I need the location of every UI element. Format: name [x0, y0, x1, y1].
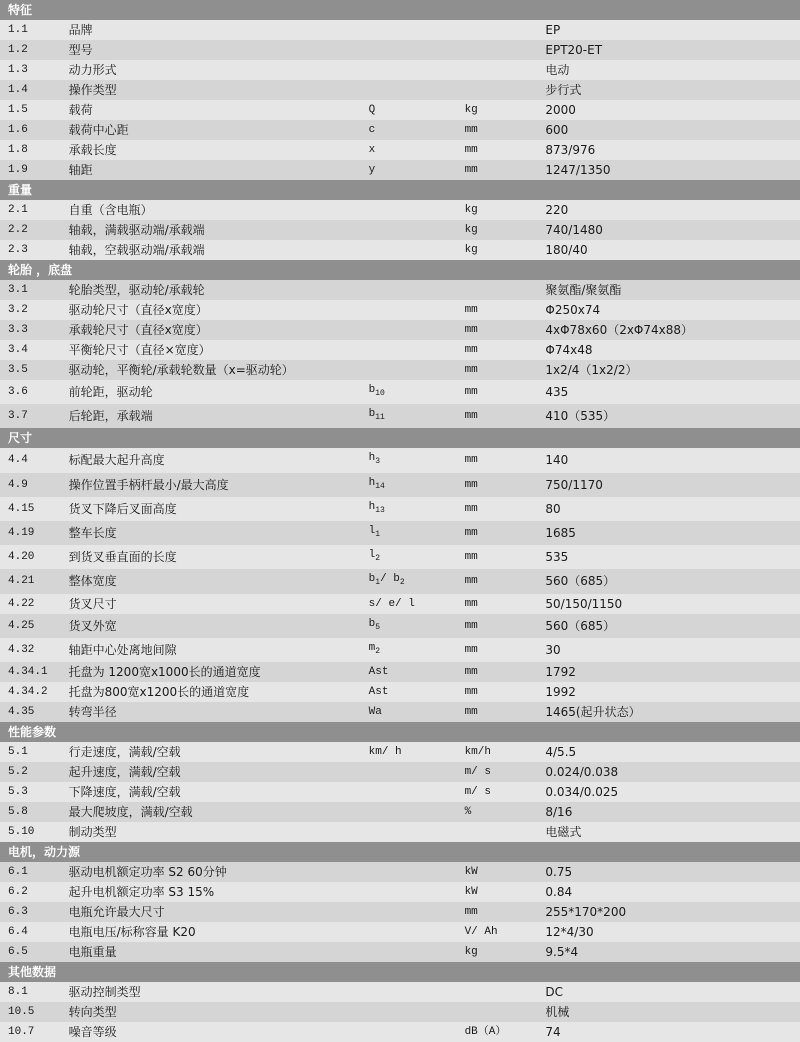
- row-unit: [465, 822, 546, 842]
- row-value: 74: [545, 1022, 800, 1042]
- row-unit: [465, 280, 546, 300]
- section-title: 性能参数: [0, 722, 800, 742]
- row-value: 1792: [545, 662, 800, 682]
- row-unit: km/h: [465, 742, 546, 762]
- row-unit: mm: [465, 594, 546, 614]
- row-value: 步行式: [545, 80, 800, 100]
- row-unit: V/ Ah: [465, 922, 546, 942]
- table-row: [0, 862, 800, 882]
- row-symbol: [369, 902, 465, 922]
- table-row: [0, 497, 800, 521]
- row-number: 4.34.2: [0, 682, 61, 702]
- section-header-row: [0, 180, 800, 200]
- row-unit: kg: [465, 200, 546, 220]
- row-value: 30: [545, 638, 800, 662]
- row-number: 5.3: [0, 782, 61, 802]
- row-label: 到货叉垂直面的长度: [61, 545, 369, 569]
- row-label: 货叉下降后叉面高度: [61, 497, 369, 521]
- row-label: 货叉外宽: [61, 614, 369, 638]
- row-symbol: $b_{11}$: [369, 404, 465, 428]
- row-label: 转弯半径: [61, 702, 369, 722]
- row-number: 4.22: [0, 594, 61, 614]
- row-value: DC: [545, 982, 800, 1002]
- row-unit: [465, 20, 546, 40]
- row-number: 4.25: [0, 614, 61, 638]
- row-unit: [465, 80, 546, 100]
- row-unit: kg: [465, 100, 546, 120]
- row-number: 1.5: [0, 100, 61, 120]
- row-value: 0.75: [545, 862, 800, 882]
- row-number: 1.4: [0, 80, 61, 100]
- row-symbol: Ast: [369, 662, 465, 682]
- row-unit: mm: [465, 702, 546, 722]
- row-value: 1247/1350: [545, 160, 800, 180]
- row-symbol: $l_1$: [369, 521, 465, 545]
- row-number: 1.3: [0, 60, 61, 80]
- row-number: 4.20: [0, 545, 61, 569]
- row-number: 3.6: [0, 380, 61, 404]
- table-row: [0, 300, 800, 320]
- table-row: [0, 140, 800, 160]
- table-row: [0, 702, 800, 722]
- row-unit: kg: [465, 220, 546, 240]
- row-unit: mm: [465, 120, 546, 140]
- row-label: 操作位置手柄杆最小/最大高度: [61, 473, 369, 497]
- row-number: 1.6: [0, 120, 61, 140]
- row-value: 电磁式: [545, 822, 800, 842]
- table-row: [0, 545, 800, 569]
- row-number: 1.8: [0, 140, 61, 160]
- row-symbol: $h_{14}$: [369, 473, 465, 497]
- row-number: 3.7: [0, 404, 61, 428]
- row-number: 5.1: [0, 742, 61, 762]
- table-row: [0, 594, 800, 614]
- row-value: 8/16: [545, 802, 800, 822]
- row-unit: kg: [465, 240, 546, 260]
- row-value: 560（685）: [545, 569, 800, 593]
- row-label: 驱动轮尺寸（直径x宽度）: [61, 300, 369, 320]
- row-symbol: $b_1/$ $b_2$: [369, 569, 465, 593]
- row-label: 轴距: [61, 160, 369, 180]
- row-value: 0.024/0.038: [545, 762, 800, 782]
- table-row: [0, 742, 800, 762]
- row-value: 聚氨酯/聚氨酯: [545, 280, 800, 300]
- row-value: 435: [545, 380, 800, 404]
- row-number: 4.35: [0, 702, 61, 722]
- section-header-row: [0, 260, 800, 280]
- row-symbol: [369, 802, 465, 822]
- table-row: [0, 569, 800, 593]
- row-value: 电动: [545, 60, 800, 80]
- row-symbol: [369, 40, 465, 60]
- row-label: 电瓶重量: [61, 942, 369, 962]
- row-number: 5.2: [0, 762, 61, 782]
- row-symbol: $b_5$: [369, 614, 465, 638]
- row-symbol: [369, 782, 465, 802]
- row-value: 机械: [545, 1002, 800, 1022]
- row-number: 5.10: [0, 822, 61, 842]
- table-row: [0, 60, 800, 80]
- table-row: [0, 902, 800, 922]
- table-row: [0, 473, 800, 497]
- row-value: 560（685）: [545, 614, 800, 638]
- row-label: 载荷: [61, 100, 369, 120]
- row-value: 140: [545, 448, 800, 472]
- row-value: 80: [545, 497, 800, 521]
- row-label: 后轮距，承载端: [61, 404, 369, 428]
- row-label: 驱动控制类型: [61, 982, 369, 1002]
- row-label: 轮胎类型，驱动轮/承载轮: [61, 280, 369, 300]
- row-label: 整车长度: [61, 521, 369, 545]
- row-unit: [465, 40, 546, 60]
- row-label: 动力形式: [61, 60, 369, 80]
- table-row: [0, 448, 800, 472]
- row-unit: mm: [465, 404, 546, 428]
- row-symbol: Q: [369, 100, 465, 120]
- row-number: 3.4: [0, 340, 61, 360]
- row-unit: mm: [465, 682, 546, 702]
- table-row: [0, 682, 800, 702]
- row-value: 4xΦ78x60（2xΦ74x88）: [545, 320, 800, 340]
- row-label: 驱动电机额定功率 S2 60分钟: [61, 862, 369, 882]
- row-value: 750/1170: [545, 473, 800, 497]
- row-label: 起升速度，满载/空载: [61, 762, 369, 782]
- row-symbol: $h_3$: [369, 448, 465, 472]
- row-symbol: [369, 320, 465, 340]
- table-row: [0, 942, 800, 962]
- row-unit: [465, 1002, 546, 1022]
- row-unit: mm: [465, 380, 546, 404]
- row-value: 535: [545, 545, 800, 569]
- row-label: 货叉尺寸: [61, 594, 369, 614]
- row-symbol: Ast: [369, 682, 465, 702]
- row-unit: mm: [465, 521, 546, 545]
- table-row: [0, 320, 800, 340]
- section-title: 特征: [0, 0, 800, 20]
- row-number: 2.3: [0, 240, 61, 260]
- row-unit: mm: [465, 160, 546, 180]
- row-symbol: [369, 200, 465, 220]
- row-unit: kW: [465, 882, 546, 902]
- row-number: 6.2: [0, 882, 61, 902]
- row-label: 型号: [61, 40, 369, 60]
- row-symbol: $h_{13}$: [369, 497, 465, 521]
- section-title: 尺寸: [0, 428, 800, 448]
- section-header-row: [0, 722, 800, 742]
- table-row: [0, 240, 800, 260]
- table-row: [0, 360, 800, 380]
- section-header-row: [0, 962, 800, 982]
- row-symbol: [369, 942, 465, 962]
- section-title: 电机，动力源: [0, 842, 800, 862]
- row-number: 3.5: [0, 360, 61, 380]
- row-label: 电瓶电压/标称容量 K20: [61, 922, 369, 942]
- row-label: 轴载，满载驱动端/承载端: [61, 220, 369, 240]
- table-row: [0, 80, 800, 100]
- row-number: 1.9: [0, 160, 61, 180]
- table-row: [0, 638, 800, 662]
- table-row: [0, 380, 800, 404]
- section-header-row: [0, 428, 800, 448]
- row-label: 噪音等级: [61, 1022, 369, 1042]
- row-symbol: $m_2$: [369, 638, 465, 662]
- row-symbol: Wa: [369, 702, 465, 722]
- table-row: [0, 40, 800, 60]
- table-row: [0, 982, 800, 1002]
- table-row: [0, 1022, 800, 1042]
- row-label: 驱动轮，平衡轮/承载轮数量（x=驱动轮）: [61, 360, 369, 380]
- row-value: 740/1480: [545, 220, 800, 240]
- row-unit: [465, 60, 546, 80]
- row-label: 托盘为 1200宽x1000长的通道宽度: [61, 662, 369, 682]
- row-unit: mm: [465, 545, 546, 569]
- row-value: 220: [545, 200, 800, 220]
- row-value: Φ250x74: [545, 300, 800, 320]
- row-label: 起升电机额定功率 S3 15%: [61, 882, 369, 902]
- table-row: [0, 521, 800, 545]
- row-unit: mm: [465, 300, 546, 320]
- row-label: 操作类型: [61, 80, 369, 100]
- row-label: 下降速度，满载/空载: [61, 782, 369, 802]
- row-label: 承载轮尺寸（直径x宽度）: [61, 320, 369, 340]
- row-symbol: s/ e/ l: [369, 594, 465, 614]
- row-value: 410（535）: [545, 404, 800, 428]
- row-value: 50/150/1150: [545, 594, 800, 614]
- row-symbol: [369, 762, 465, 782]
- row-unit: mm: [465, 448, 546, 472]
- row-unit: mm: [465, 320, 546, 340]
- row-value: 255*170*200: [545, 902, 800, 922]
- row-symbol: [369, 60, 465, 80]
- table-row: [0, 882, 800, 902]
- row-number: 8.1: [0, 982, 61, 1002]
- row-label: 载荷中心距: [61, 120, 369, 140]
- row-value: EP: [545, 20, 800, 40]
- row-number: 6.4: [0, 922, 61, 942]
- row-unit: mm: [465, 360, 546, 380]
- row-unit: mm: [465, 902, 546, 922]
- row-value: 1992: [545, 682, 800, 702]
- row-unit: dB（A）: [465, 1022, 546, 1042]
- row-number: 3.2: [0, 300, 61, 320]
- row-unit: [465, 982, 546, 1002]
- table-row: [0, 782, 800, 802]
- table-row: [0, 160, 800, 180]
- row-symbol: [369, 862, 465, 882]
- row-label: 行走速度，满载/空载: [61, 742, 369, 762]
- row-unit: m/ s: [465, 782, 546, 802]
- row-unit: mm: [465, 140, 546, 160]
- section-header-row: [0, 842, 800, 862]
- table-row: [0, 1002, 800, 1022]
- row-label: 平衡轮尺寸（直径×宽度）: [61, 340, 369, 360]
- row-symbol: c: [369, 120, 465, 140]
- row-value: 1685: [545, 521, 800, 545]
- section-title: 其他数据: [0, 962, 800, 982]
- row-number: 1.2: [0, 40, 61, 60]
- row-value: 180/40: [545, 240, 800, 260]
- row-symbol: [369, 922, 465, 942]
- row-unit: m/ s: [465, 762, 546, 782]
- row-number: 10.7: [0, 1022, 61, 1042]
- table-row: [0, 762, 800, 782]
- table-row: [0, 662, 800, 682]
- row-label: 标配最大起升高度: [61, 448, 369, 472]
- row-label: 轴距中心处离地间隙: [61, 638, 369, 662]
- row-symbol: [369, 220, 465, 240]
- row-symbol: [369, 822, 465, 842]
- row-unit: kg: [465, 942, 546, 962]
- row-value: 0.84: [545, 882, 800, 902]
- row-unit: kW: [465, 862, 546, 882]
- row-unit: mm: [465, 340, 546, 360]
- row-number: 3.3: [0, 320, 61, 340]
- row-symbol: [369, 340, 465, 360]
- row-value: 1x2/4（1x2/2）: [545, 360, 800, 380]
- row-unit: mm: [465, 497, 546, 521]
- row-number: 1.1: [0, 20, 61, 40]
- row-unit: mm: [465, 638, 546, 662]
- row-number: 4.19: [0, 521, 61, 545]
- row-value: EPT20-ET: [545, 40, 800, 60]
- row-unit: %: [465, 802, 546, 822]
- row-label: 托盘为800宽x1200长的通道宽度: [61, 682, 369, 702]
- table-row: [0, 220, 800, 240]
- row-value: 0.034/0.025: [545, 782, 800, 802]
- table-row: [0, 200, 800, 220]
- row-symbol: [369, 300, 465, 320]
- row-symbol: km/ h: [369, 742, 465, 762]
- row-label: 最大爬坡度，满载/空载: [61, 802, 369, 822]
- table-row: [0, 614, 800, 638]
- row-value: 2000: [545, 100, 800, 120]
- row-symbol: [369, 80, 465, 100]
- row-value: 600: [545, 120, 800, 140]
- row-number: 6.5: [0, 942, 61, 962]
- row-number: 6.1: [0, 862, 61, 882]
- row-number: 4.32: [0, 638, 61, 662]
- row-symbol: [369, 360, 465, 380]
- row-number: 10.5: [0, 1002, 61, 1022]
- row-symbol: $l_2$: [369, 545, 465, 569]
- row-label: 品牌: [61, 20, 369, 40]
- row-symbol: [369, 882, 465, 902]
- row-number: 4.21: [0, 569, 61, 593]
- row-unit: mm: [465, 662, 546, 682]
- table-row: [0, 120, 800, 140]
- row-value: Φ74x48: [545, 340, 800, 360]
- row-number: 2.1: [0, 200, 61, 220]
- row-symbol: [369, 280, 465, 300]
- row-unit: mm: [465, 473, 546, 497]
- row-number: 6.3: [0, 902, 61, 922]
- row-label: 轴载，空载驱动端/承载端: [61, 240, 369, 260]
- row-symbol: x: [369, 140, 465, 160]
- row-number: 5.8: [0, 802, 61, 822]
- row-number: 4.15: [0, 497, 61, 521]
- row-symbol: y: [369, 160, 465, 180]
- row-label: 制动类型: [61, 822, 369, 842]
- row-unit: mm: [465, 569, 546, 593]
- row-symbol: [369, 20, 465, 40]
- row-label: 承载长度: [61, 140, 369, 160]
- table-row: [0, 100, 800, 120]
- row-number: 2.2: [0, 220, 61, 240]
- table-row: [0, 340, 800, 360]
- row-value: 1465(起升状态）: [545, 702, 800, 722]
- row-symbol: $b_{10}$: [369, 380, 465, 404]
- row-number: 4.9: [0, 473, 61, 497]
- row-label: 自重（含电瓶）: [61, 200, 369, 220]
- row-symbol: [369, 240, 465, 260]
- table-row: [0, 822, 800, 842]
- row-value: 873/976: [545, 140, 800, 160]
- row-label: 前轮距，驱动轮: [61, 380, 369, 404]
- row-value: 12*4/30: [545, 922, 800, 942]
- row-symbol: [369, 982, 465, 1002]
- row-number: 4.34.1: [0, 662, 61, 682]
- row-number: 3.1: [0, 280, 61, 300]
- row-value: 4/5.5: [545, 742, 800, 762]
- row-label: 电瓶允许最大尺寸: [61, 902, 369, 922]
- table-row: [0, 20, 800, 40]
- row-symbol: [369, 1022, 465, 1042]
- section-header-row: [0, 0, 800, 20]
- row-symbol: [369, 1002, 465, 1022]
- section-title: 重量: [0, 180, 800, 200]
- table-row: [0, 404, 800, 428]
- table-row: [0, 802, 800, 822]
- row-label: 整体宽度: [61, 569, 369, 593]
- row-unit: mm: [465, 614, 546, 638]
- row-label: 转向类型: [61, 1002, 369, 1022]
- table-row: [0, 280, 800, 300]
- table-row: [0, 922, 800, 942]
- row-value: 9.5*4: [545, 942, 800, 962]
- section-title: 轮胎 ，底盘: [0, 260, 800, 280]
- row-number: 4.4: [0, 448, 61, 472]
